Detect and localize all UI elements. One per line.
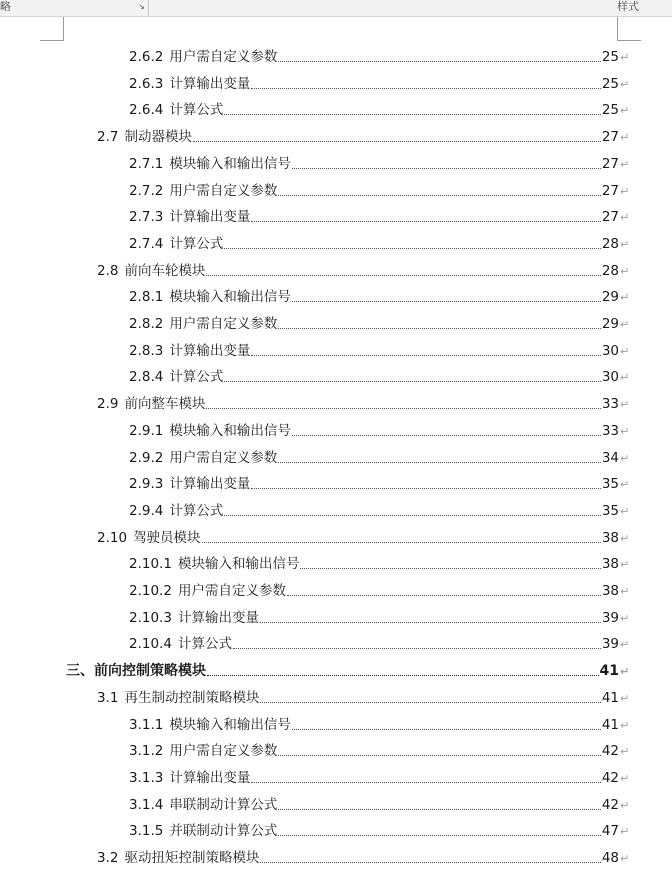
- toc-entry[interactable]: [97, 528, 628, 548]
- toc-entry-title: 用户需自定义参数: [177, 583, 286, 599]
- toc-page-number: 30: [601, 343, 619, 359]
- toc-entry-number: 2.10: [97, 530, 128, 546]
- toc-dot-leader: [260, 862, 600, 863]
- toc-entry-number: 2.8.1: [129, 289, 164, 305]
- toc-dot-leader: [207, 675, 599, 676]
- toc-entry[interactable]: [129, 581, 628, 601]
- toc-entry-number: 3.1.3: [129, 770, 164, 786]
- toc-dot-leader: [206, 275, 600, 276]
- paragraph-mark-icon: ↵: [620, 78, 630, 91]
- toc-dot-leader: [287, 595, 601, 596]
- toc-entry[interactable]: [129, 100, 628, 120]
- paragraph-mark-icon: ↵: [620, 291, 630, 304]
- paragraph-mark-icon: ↵: [620, 158, 630, 171]
- toc-entry[interactable]: [129, 501, 628, 521]
- paragraph-mark-icon: ↵: [620, 371, 630, 384]
- paragraph-mark-icon: ↵: [620, 318, 630, 331]
- toc-page-number: 25: [601, 102, 619, 118]
- toc-entry[interactable]: [97, 688, 628, 708]
- toc-dot-leader: [292, 301, 601, 302]
- toc-dot-leader: [260, 622, 601, 623]
- paragraph-mark-icon: ↵: [620, 772, 630, 785]
- toc-entry[interactable]: [129, 795, 628, 815]
- toc-entry[interactable]: [66, 661, 628, 681]
- toc-entry[interactable]: [129, 634, 628, 654]
- toc-dot-leader: [224, 381, 600, 382]
- paragraph-mark-icon: ↵: [620, 852, 630, 865]
- toc-page-number: 38: [601, 530, 619, 546]
- toc-page-number: 29: [601, 289, 619, 305]
- toc-entry-title: 模块输入和输出信号: [169, 423, 291, 439]
- paragraph-mark-icon: ↵: [620, 185, 630, 198]
- toc-dot-leader: [278, 462, 600, 463]
- toc-dot-leader: [193, 141, 601, 142]
- toc-entry-title: 计算输出变量: [169, 76, 251, 92]
- toc-entry[interactable]: [97, 848, 628, 868]
- paragraph-mark-icon: ↵: [620, 238, 630, 251]
- toc-entry[interactable]: [129, 821, 628, 841]
- toc-page-number: 39: [601, 610, 619, 626]
- paragraph-mark-icon: ↵: [620, 398, 630, 411]
- toc-entry[interactable]: [97, 127, 628, 147]
- toc-entry-title: 计算输出变量: [177, 610, 259, 626]
- paragraph-mark-icon: ↵: [620, 131, 630, 144]
- toc-entry[interactable]: [129, 74, 628, 94]
- paragraph-mark-icon: ↵: [620, 505, 630, 518]
- toc-entry[interactable]: [129, 154, 628, 174]
- toc-entry-number: 2.7: [97, 129, 119, 145]
- ribbon-strip: [0, 0, 672, 17]
- toc-entry-title: 再生制动控制策略模块: [124, 690, 260, 706]
- paragraph-mark-icon: ↵: [620, 692, 630, 705]
- toc-entry-title: 模块输入和输出信号: [169, 717, 291, 733]
- toc-dot-leader: [251, 782, 600, 783]
- toc-entry-number: 2.8.4: [129, 369, 164, 385]
- ribbon-group-label-styles: 样式: [617, 0, 639, 13]
- toc-entry-title: 计算公式: [169, 503, 224, 519]
- toc-page-number: 27: [601, 129, 619, 145]
- paragraph-mark-icon: ↵: [620, 211, 630, 224]
- toc-entry[interactable]: [129, 554, 628, 574]
- toc-entry-number: 2.8.3: [129, 343, 164, 359]
- paragraph-mark-icon: ↵: [620, 532, 630, 545]
- toc-entry-title: 用户需自定义参数: [169, 450, 278, 466]
- toc-dot-leader: [278, 835, 600, 836]
- toc-page-number: 28: [601, 236, 619, 252]
- toc-entry-title: 计算输出变量: [169, 343, 251, 359]
- toc-entry[interactable]: [129, 367, 628, 387]
- toc-entry-title: 驾驶员模块: [133, 530, 201, 546]
- toc-entry-number: 3.1.4: [129, 797, 164, 813]
- toc-entry[interactable]: [129, 341, 628, 361]
- toc-entry-number: 2.8: [97, 263, 119, 279]
- toc-entry-number: 2.6.3: [129, 76, 164, 92]
- toc-entry-title: 模块输入和输出信号: [177, 556, 300, 572]
- toc-dot-leader: [278, 61, 600, 62]
- toc-entry-title: 计算公式: [169, 102, 224, 118]
- toc-entry-title: 模块输入和输出信号: [169, 156, 291, 172]
- toc-dot-leader: [224, 114, 600, 115]
- toc-entry[interactable]: [129, 608, 628, 628]
- toc-page-number: 25: [601, 76, 619, 92]
- toc-page-number: 41: [601, 690, 619, 706]
- toc-page-number: 42: [601, 770, 619, 786]
- toc-page-number: 27: [601, 156, 619, 172]
- toc-entry[interactable]: [97, 261, 628, 281]
- paragraph-mark-icon: ↵: [620, 51, 630, 64]
- toc-page-number: 27: [601, 209, 619, 225]
- toc-page-number: 38: [601, 583, 619, 599]
- toc-dot-leader: [224, 515, 600, 516]
- toc-entry-number: 3.1.5: [129, 823, 164, 839]
- toc-entry[interactable]: [129, 181, 628, 201]
- toc-entry-number: 三、: [66, 663, 94, 679]
- paragraph-mark-icon: ↵: [620, 345, 630, 358]
- ribbon-group-label-strategy: 略: [0, 0, 11, 13]
- toc-entry[interactable]: [129, 421, 628, 441]
- toc-page-number: 38: [601, 556, 619, 572]
- paragraph-mark-icon: ↵: [620, 638, 630, 651]
- toc-entry-number: 2.9.3: [129, 476, 164, 492]
- toc-entry-number: 2.10.4: [129, 636, 172, 652]
- crop-mark-left-horizontal: [40, 40, 64, 41]
- toc-page-number: 42: [601, 797, 619, 813]
- toc-entry-number: 2.9.4: [129, 503, 164, 519]
- toc-dot-leader: [292, 435, 601, 436]
- toc-entry-title: 驱动扭矩控制策略模块: [124, 850, 260, 866]
- toc-page-number: 41: [599, 663, 619, 679]
- toc-entry-number: 2.9.2: [129, 450, 164, 466]
- toc-entry-number: 3.1.2: [129, 743, 164, 759]
- toc-entry-number: 2.10.3: [129, 610, 172, 626]
- toc-entry[interactable]: [129, 207, 628, 227]
- toc-dot-leader: [260, 702, 600, 703]
- toc-page-number: 28: [601, 263, 619, 279]
- toc-entry-number: 2.7.1: [129, 156, 164, 172]
- toc-entry[interactable]: [129, 448, 628, 468]
- toc-entry[interactable]: [97, 394, 628, 414]
- paragraph-mark-icon: ↵: [620, 558, 630, 571]
- toc-page-number: 27: [601, 183, 619, 199]
- toc-entry-number: 2.7.4: [129, 236, 164, 252]
- toc-dot-leader: [292, 168, 601, 169]
- paragraph-mark-icon: ↵: [620, 745, 630, 758]
- toc-page-number: 33: [601, 396, 619, 412]
- toc-entry-number: 2.9: [97, 396, 119, 412]
- toc-dot-leader: [300, 568, 600, 569]
- toc-entry-title: 模块输入和输出信号: [169, 289, 291, 305]
- dialog-launcher-icon[interactable]: ↘: [138, 2, 145, 11]
- toc-entry-number: 3.1.1: [129, 717, 164, 733]
- toc-dot-leader: [251, 488, 600, 489]
- toc-dot-leader: [224, 248, 600, 249]
- toc-entry-title: 制动器模块: [124, 129, 192, 145]
- paragraph-mark-icon: ↵: [620, 799, 630, 812]
- toc-entry-title: 前向车轮模块: [124, 263, 206, 279]
- toc-entry-title: 前向整车模块: [124, 396, 206, 412]
- paragraph-mark-icon: ↵: [620, 425, 630, 438]
- toc-entry-title: 计算公式: [169, 236, 224, 252]
- toc-dot-leader: [251, 355, 600, 356]
- toc-entry-title: 前向控制策略模块: [94, 663, 206, 679]
- toc-entry-title: 用户需自定义参数: [169, 316, 278, 332]
- toc-dot-leader: [202, 542, 601, 543]
- paragraph-mark-icon: ↵: [620, 585, 630, 598]
- toc-page-number: 48: [601, 850, 619, 866]
- toc-entry[interactable]: [129, 234, 628, 254]
- toc-page-number: 25: [601, 49, 619, 65]
- paragraph-mark-icon: ↵: [620, 478, 630, 491]
- toc-page-number: 39: [601, 636, 619, 652]
- toc-page-number: 34: [601, 450, 619, 466]
- ribbon-divider: [148, 0, 149, 16]
- toc-entry-number: 2.7.2: [129, 183, 164, 199]
- toc-entry-title: 计算输出变量: [169, 476, 251, 492]
- toc-entry-title: 并联制动计算公式: [169, 823, 278, 839]
- toc-entry[interactable]: [129, 715, 628, 735]
- toc-page-number: 42: [601, 743, 619, 759]
- toc-entry-number: 2.6.2: [129, 49, 164, 65]
- toc-entry-title: 计算公式: [169, 369, 224, 385]
- toc-dot-leader: [292, 729, 601, 730]
- toc-entry-number: 2.8.2: [129, 316, 164, 332]
- toc-page-number: 33: [601, 423, 619, 439]
- toc-entry[interactable]: [129, 47, 628, 67]
- toc-entry-title: 用户需自定义参数: [169, 183, 278, 199]
- paragraph-mark-icon: ↵: [620, 612, 630, 625]
- toc-page-number: 35: [601, 503, 619, 519]
- toc-dot-leader: [278, 195, 600, 196]
- crop-mark-right-vertical: [617, 17, 618, 40]
- toc-entry-title: 用户需自定义参数: [169, 49, 278, 65]
- toc-dot-leader: [278, 809, 600, 810]
- toc-entry-number: 2.7.3: [129, 209, 164, 225]
- toc-page-number: 47: [601, 823, 619, 839]
- crop-mark-right-horizontal: [617, 40, 641, 41]
- toc-entry-number: 3.1: [97, 690, 119, 706]
- toc-page-number: 30: [601, 369, 619, 385]
- paragraph-mark-icon: ↵: [620, 719, 630, 732]
- toc-entry-number: 2.9.1: [129, 423, 164, 439]
- toc-entry[interactable]: [129, 741, 628, 761]
- toc-dot-leader: [278, 328, 600, 329]
- toc-entry[interactable]: [129, 287, 628, 307]
- toc-entry-number: 3.2: [97, 850, 119, 866]
- toc-entry-number: 2.6.4: [129, 102, 164, 118]
- toc-entry-title: 计算公式: [177, 636, 232, 652]
- toc-entry-title: 计算输出变量: [169, 209, 251, 225]
- toc-entry-title: 计算输出变量: [169, 770, 251, 786]
- paragraph-mark-icon: ↵: [620, 452, 630, 465]
- toc-page-number: 29: [601, 316, 619, 332]
- toc-dot-leader: [206, 408, 600, 409]
- toc-entry[interactable]: [129, 768, 628, 788]
- toc-entry-number: 2.10.2: [129, 583, 172, 599]
- toc-dot-leader: [233, 648, 601, 649]
- paragraph-mark-icon: ↵: [620, 265, 630, 278]
- paragraph-mark-icon: ↵: [620, 665, 630, 678]
- toc-entry[interactable]: [129, 474, 628, 494]
- paragraph-mark-icon: ↵: [620, 825, 630, 838]
- paragraph-mark-icon: ↵: [620, 104, 630, 117]
- toc-dot-leader: [278, 755, 600, 756]
- toc-dot-leader: [251, 88, 600, 89]
- toc-entry-number: 2.10.1: [129, 556, 172, 572]
- toc-entry-title: 用户需自定义参数: [169, 743, 278, 759]
- toc-page-number: 35: [601, 476, 619, 492]
- toc-dot-leader: [251, 221, 600, 222]
- crop-mark-left-vertical: [63, 17, 64, 40]
- toc-page-number: 41: [601, 717, 619, 733]
- toc-entry[interactable]: [129, 314, 628, 334]
- toc-entry-title: 串联制动计算公式: [169, 797, 278, 813]
